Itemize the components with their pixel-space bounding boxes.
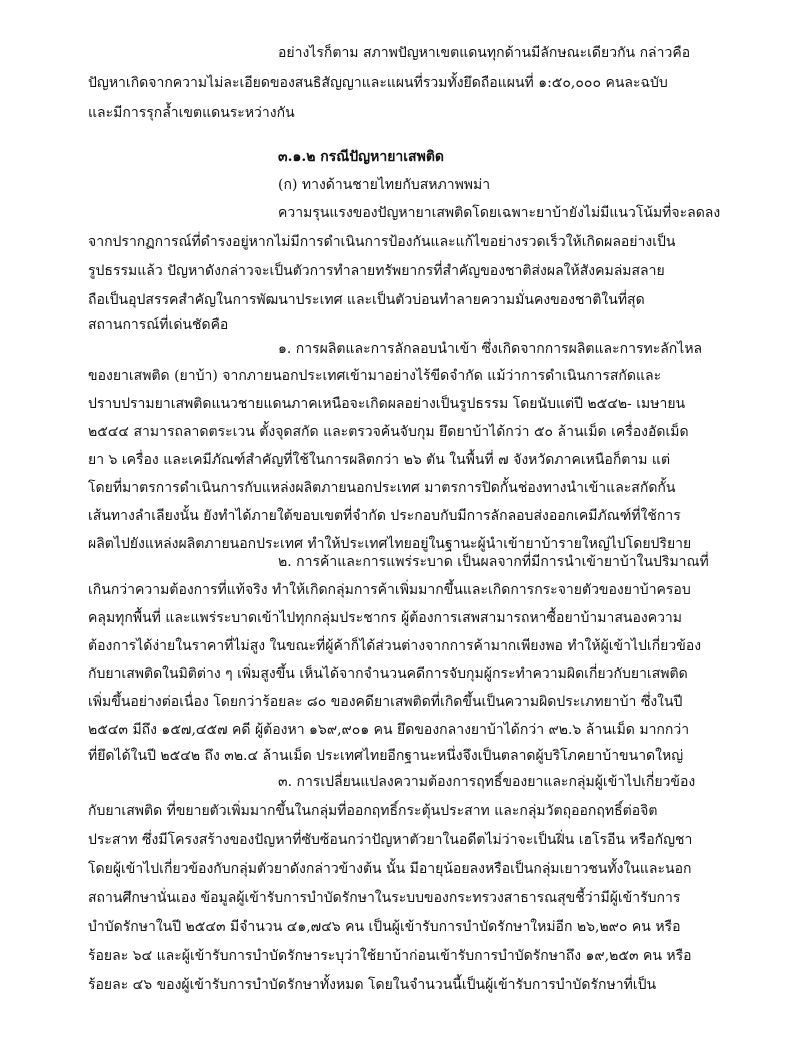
item-3-line: ประสาท ซึ่งมีโครงสร้างของปัญหาที่ซับซ้อนกว่าปัญหาตัวยาในอดีตไม่ว่าจะเป็นฝิ่น เฮโรอีน หรือกัญชา (88, 832, 693, 848)
item-3-line: สถานศึกษานั่นเอง ข้อมูลผู้เข้ารับการบำบัดรักษาในระบบของกระทรวงสาธารณสุขชี้ว่ามีผู้เข้ารับการ (88, 890, 681, 906)
intro-line: และมีการรุกล้ำเขตแดนระหว่างกัน (88, 105, 295, 121)
item-1-line: ๒๕๔๔ สามารถลาดตระเวน ตั้งจุดสกัด และตรวจค้นจับกุม ยึดยาบ้าได้กว่า ๕๐ ล้านเม็ด เครื่องอัดเม็ด (88, 424, 689, 440)
subsection-heading: (ก) ทางด้านชายไทยกับสหภาพพม่า (278, 177, 491, 193)
item-3-line: ๓. การเปลี่ยนแปลงความต้องการฤทธิ์ของยาและกลุ่มผู้เข้าไปเกี่ยวข้อง (278, 774, 696, 790)
item-3-line: บำบัดรักษาในปี ๒๕๔๓ มีจำนวน ๔๑,๗๔๖ คน เป็นผู้เข้ารับการบำบัดรักษาใหม่อีก ๒๖,๒๙๐ คน หรือ (88, 919, 681, 935)
item-3-line: ร้อยละ ๖๔ และผู้เข้ารับการบำบัดรักษาระบุว่าใช้ยาบ้าก่อนเข้ารับการบำบัดรักษาถึง ๑๙,๒๕๓ คน หรือ (88, 948, 692, 964)
paragraph-line: จากปรากฏการณ์ที่ดำรงอยู่หากไม่มีการดำเนินการป้องกันและแก้ไขอย่างรวดเร็วให้เกิดผลอย่างเป็น (88, 234, 676, 250)
section-heading: ๓.๑.๒ กรณีปัญหายาเสพติด (278, 149, 445, 165)
item-2-line: เกินกว่าความต้องการที่แท้จริง ทำให้เกิดกลุ่มการค้าเพิ่มมากขึ้นและเกิดการกระจายตัวของยาบ้าครอบ (88, 582, 691, 598)
item-1-line: เส้นทางลำเลียงนั้น ยังทำได้ภายใต้ขอบเขตที่จำกัด ประกอบกับมีการลักลอบส่งออกเคมีภัณฑ์ที่ใช้การ (88, 508, 681, 524)
item-1-line: ปราบปรามยาเสพติดแนวชายแดนภาคเหนือจะเกิดผลอย่างเป็นรูปธรรม โดยนับแต่ปี ๒๕๔๒- เมษายน (88, 396, 686, 412)
item-3-line: ร้อยละ ๔๖ ของผู้เข้ารับการบำบัดรักษาทั้งหมด โดยในจำนวนนี้เป็นผู้เข้ารับการบำบัดรักษาที่เป็น (88, 977, 657, 993)
item-1-line: ผลิตไปยังแหล่งผลิตภายนอกประเทศ ทำให้ประเทศไทยอยู่ในฐานะผู้นำเข้ายาบ้ารายใหญ่ไปโดยปริยาย (88, 536, 692, 552)
item-3-line: โดยผู้เข้าไปเกี่ยวข้องกับกลุ่มตัวยาดังกล่าวข้างต้น นั้น มีอายุน้อยลงหรือเป็นกลุ่มเยาวชนทั้งในและนอก (88, 861, 692, 877)
item-3-line: กับยาเสพติด ที่ขยายตัวเพิ่มมากขึ้นในกลุ่มที่ออกฤทธิ์กระตุ้นประสาท และกลุ่มวัตถุออกฤทธิ์ต่อจิต (88, 803, 658, 819)
item-1-line: ของยาเสพติด (ยาบ้า) จากภายนอกประเทศเข้ามาอย่างไร้ขีดจำกัด แม้ว่าการดำเนินการสกัดและ (88, 368, 662, 384)
item-2-line: เพิ่มขึ้นอย่างต่อเนื่อง โดยกว่าร้อยละ ๘๐ ของคดียาเสพติดที่เกิดขึ้นเป็นความผิดประเภทยาบ้า ซึ่งในปี (88, 694, 683, 710)
paragraph-line: ความรุนแรงของปัญหายาเสพติดโดยเฉพาะยาบ้ายังไม่มีแนวโน้มที่จะลดลง (278, 205, 721, 221)
item-2-line: ที่ยึดได้ในปี ๒๕๔๒ ถึง ๓๒.๔ ล้านเม็ด ประเทศไทยอีกฐานะหนึ่งจึงเป็นตลาดผู้บริโภคยาบ้าขนาดใหญ่ (88, 748, 684, 764)
paragraph-line: ถือเป็นอุปสรรคสำคัญในการพัฒนาประเทศ และเป็นตัวบ่อนทำลายความมั่นคงของชาติในที่สุด (88, 292, 645, 308)
intro-line: ปัญหาเกิดจากความไม่ละเอียดของสนธิสัญญาและแผนที่รวมทั้งยึดถือแผนที่ ๑:๕๐,๐๐๐ คนละฉบับ (88, 75, 668, 91)
item-1-line: โดยที่มาตรการดำเนินการกับแหล่งผลิตภายนอกประเทศ มาตรการปิดกั้นช่องทางนำเข้าและสกัดกั้น (88, 480, 676, 496)
paragraph-line: รูปธรรมแล้ว ปัญหาดังกล่าวจะเป็นตัวการทำลายทรัพยากรที่สำคัญของชาติส่งผลให้สังคมล่มสลาย (88, 263, 665, 279)
item-2-line: ๒. การค้าและการแพร่ระบาด เป็นผลจากที่มีการนำเข้ายาบ้าในปริมาณที่ (278, 554, 709, 570)
item-1-line: ๑. การผลิตและการลักลอบนำเข้า ซึ่งเกิดจากการผลิตและการทะลักไหล (278, 341, 703, 357)
intro-line: อย่างไรก็ตาม สภาพปัญหาเขตแดนทุกด้านมีลักษณะเดียวกัน กล่าวคือ (278, 45, 691, 61)
item-2-line: คลุมทุกพื้นที่ และแพร่ระบาดเข้าไปทุกกลุ่มประชากร ผู้ต้องการเสพสามารถหาซื้อยาบ้ามาสนองความ (88, 610, 683, 626)
item-2-line: ต้องการได้ง่ายในราคาที่ไม่สูง ในขณะที่ผู้ค้าก็ได้ส่วนต่างจากการค้ามากเพียงพอ ทำให้ผู้เข้าไปเกี่ยวข้อง (88, 638, 702, 654)
item-2-line: กับยาเสพติดในมิติต่าง ๆ เพิ่มสูงขึ้น เห็นได้จากจำนวนคดีการจับกุมผู้กระทำความผิดเกี่ยวกับยาเสพติด (88, 666, 688, 682)
paragraph-line: สถานการณ์ที่เด่นชัดคือ (88, 317, 229, 333)
item-1-line: ยา ๖ เครื่อง และเคมีภัณฑ์สำคัญที่ใช้ในการผลิตกว่า ๒๖ ตัน ในพื้นที่ ๗ จังหวัดภาคเหนือก็ตาม แต่ (88, 452, 671, 468)
item-2-line: ๒๕๔๓ มีถึง ๑๕๗,๔๕๗ คดี ผู้ต้องหา ๑๖๙,๙๐๑ คน ยึดของกลางยาบ้าได้กว่า ๙๒.๖ ล้านเม็ด มากกว่า (88, 722, 690, 738)
